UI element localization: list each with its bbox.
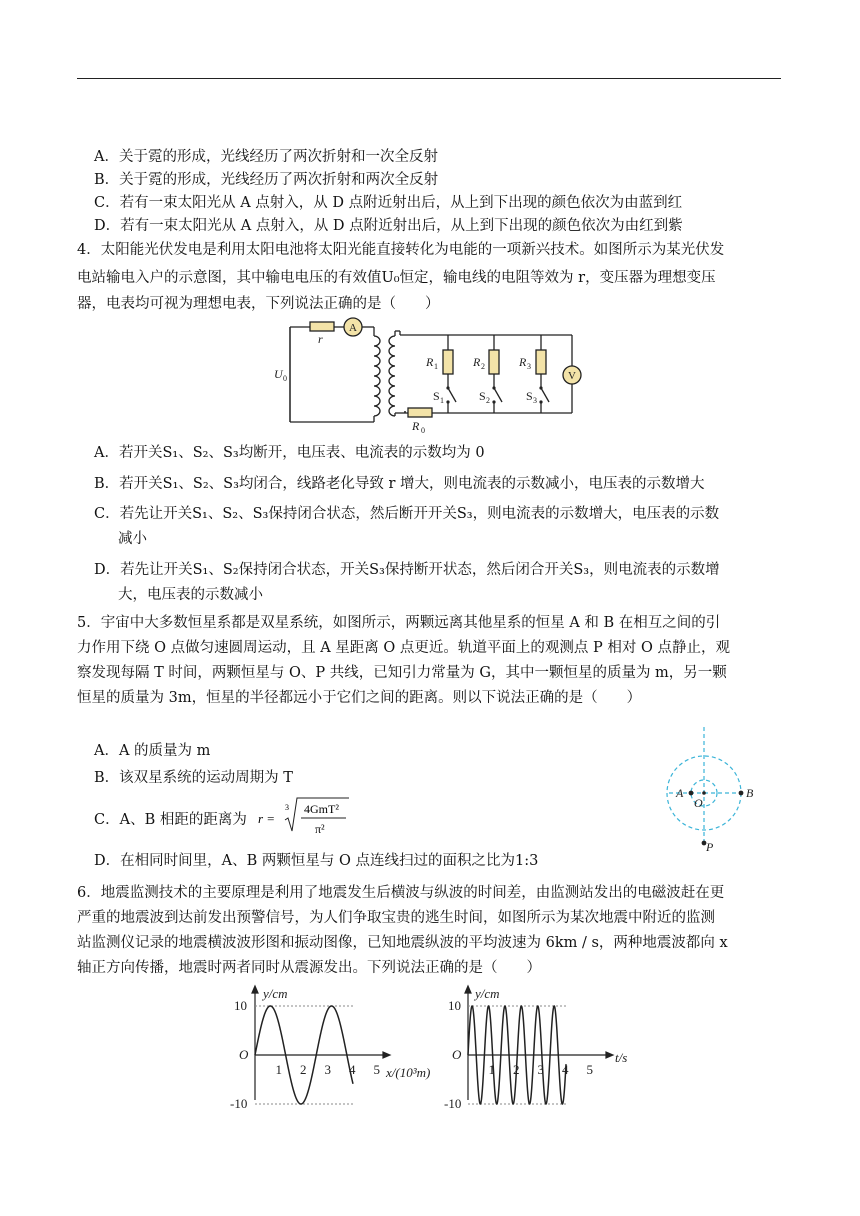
voltmeter-label: V (568, 370, 576, 382)
g2-xtick-2: 2 (513, 1062, 520, 1077)
label-u0: U (274, 367, 283, 381)
star-b-label: B (746, 786, 754, 800)
label-u0-sub: 0 (283, 374, 287, 383)
q4-stem-line-1: 4．太阳能光伏发电是利用太阳电池将太阳光能直接转化为电能的一项新兴技术。如图所示为某光伏发 (77, 242, 725, 258)
q5-stem-line-4: 恒星的质量为 3m，恒星的半径都远小于它们之间的距离。则以下说法正确的是（ ） (77, 690, 642, 706)
g2-ytick-pos: 10 (448, 998, 461, 1013)
g2-xtick-5: 5 (586, 1062, 593, 1077)
g1-xtick-3: 3 (324, 1062, 331, 1077)
q3-option-d: D．若有一束太阳光从 A 点射入，从 D 点附近射出后，从上到下出现的颜色依次为由红到紫 (94, 218, 683, 234)
point-p-label: P (706, 840, 714, 854)
label-s3: S (526, 389, 533, 403)
formula-denominator: π² (315, 822, 325, 836)
q3-option-c: C．若有一束太阳光从 A 点射入，从 D 点附近射出后，从上到下出现的颜色依次为由蓝到红 (94, 195, 683, 211)
g2-xtick-3: 3 (537, 1062, 544, 1077)
g2-xlabel: t/s (615, 1050, 628, 1065)
g2-xtick-4: 4 (562, 1062, 569, 1077)
formula-lhs: r = (258, 811, 276, 826)
g1-ytick-pos: 10 (234, 998, 247, 1013)
g1-ytick-neg: -10 (230, 1096, 248, 1111)
q4-stem-line-3: 器，电表均可视为理想电表，下列说法正确的是（ ） (77, 296, 440, 312)
q4-circuit-diagram (270, 316, 590, 435)
q3-option-b: B．关于霓的形成，光线经历了两次折射和两次全反射 (94, 172, 439, 188)
label-s3-sub: 3 (533, 396, 537, 405)
label-r1-sub: 1 (434, 362, 438, 371)
g2-ytick-neg: -10 (444, 1096, 462, 1111)
label-r3: R (519, 355, 527, 369)
label-r2: R (473, 355, 481, 369)
q6-stem-line-3: 站监测仪记录的地震横波波形图和振动图像，已知地震纵波的平均波速为 6km / s，两种地震波都向 x (77, 935, 728, 951)
g2-ylabel: y/cm (475, 986, 500, 1001)
g1-origin: O (239, 1047, 249, 1062)
q4-option-c: C．若先让开关S₁、S₂、S₃保持闭合状态，然后断开开关S₃，则电流表的示数增大，电压表的示数 (94, 506, 720, 522)
q6-stem-line-4: 轴正方向传播，地震时两者同时从震源发出。下列说法正确的是（ ） (77, 960, 541, 976)
q4-option-b: B．若开关S₁、S₂、S₃均闭合，线路老化导致 r 增大，则电流表的示数减小，电压表的示数增大 (94, 476, 705, 492)
g2-xtick-1: 1 (488, 1062, 495, 1077)
center-o-label: O (694, 796, 703, 810)
label-r0: R (412, 419, 420, 433)
g2-origin: O (452, 1047, 462, 1062)
formula-numerator: 4GmT² (304, 802, 339, 816)
g1-xtick-4: 4 (349, 1062, 356, 1077)
g1-xtick-2: 2 (300, 1062, 307, 1077)
q5-option-a: A．A 的质量为 m (94, 743, 211, 759)
q5-formula (258, 796, 358, 840)
label-r0-sub: 0 (421, 426, 425, 435)
formula-root-index: 3 (285, 803, 289, 812)
q5-stem-line-2: 力作用下绕 O 点做匀速圆周运动，且 A 星距离 O 点更近。轨道平面上的观测点 P 相对 O 点静止，观 (77, 640, 730, 656)
q5-option-c: C．A、B 相距的距离为 (94, 812, 247, 828)
label-s1: S (433, 389, 440, 403)
g1-xtick-1: 1 (275, 1062, 282, 1077)
label-s1-sub: 1 (440, 396, 444, 405)
g1-ylabel: y/cm (263, 986, 288, 1001)
q5-option-b: B．该双星系统的运动周期为 T (94, 770, 293, 786)
q4-option-d-cont: 大，电压表的示数减小 (118, 587, 263, 603)
q5-stem-line-3: 察发现每隔 T 时间，两颗恒星与 O、P 共线，已知引力常量为 G，其中一颗恒星的质量为 m，另一颗 (77, 665, 727, 681)
q5-orbit-figure (664, 727, 774, 855)
header-rule (77, 78, 781, 79)
q6-stem-line-1: 6．地震监测技术的主要原理是利用了地震发生后横波与纵波的时间差，由监测站发出的电磁波赶在更 (77, 885, 725, 901)
g1-xtick-5: 5 (373, 1062, 380, 1077)
q5-option-d: D．在相同时间里，A、B 两颗恒星与 O 点连线扫过的面积之比为1:3 (94, 853, 539, 869)
label-r2-sub: 2 (481, 362, 485, 371)
q4-option-c-cont: 减小 (118, 531, 147, 547)
q6-wave-graph (225, 982, 450, 1111)
q4-option-a: A．若开关S₁、S₂、S₃均断开，电压表、电流表的示数均为 0 (94, 445, 485, 461)
q4-option-d: D．若先让开关S₁、S₂保持闭合状态，开关S₃保持断开状态，然后闭合开关S₃，则电流表的示数增 (94, 562, 720, 578)
label-r: r (318, 332, 323, 346)
q6-stem-line-2: 严重的地震波到达前发出预警信号，为人们争取宝贵的逃生时间，如图所示为某次地震中附近的监测 (77, 910, 715, 926)
star-a-label: A (676, 786, 684, 800)
q5-stem-line-1: 5．宇宙中大多数恒星系都是双星系统，如图所示，两颗远离其他星系的恒星 A 和 B 在相互之间的引 (77, 615, 721, 631)
g1-xlabel: x/(10³m) (386, 1065, 431, 1080)
label-s2-sub: 2 (486, 396, 490, 405)
label-r3-sub: 3 (527, 362, 531, 371)
q4-stem-line-2: 电站输电入户的示意图，其中输电电压的有效值U₀恒定，输电线的电阻等效为 r，变压器为理想变压 (77, 270, 716, 286)
label-r1: R (426, 355, 434, 369)
label-s2: S (479, 389, 486, 403)
q3-option-a: A．关于霓的形成，光线经历了两次折射和一次全反射 (94, 149, 438, 165)
q6-vibration-graph (444, 982, 638, 1111)
ammeter-label: A (349, 322, 357, 334)
